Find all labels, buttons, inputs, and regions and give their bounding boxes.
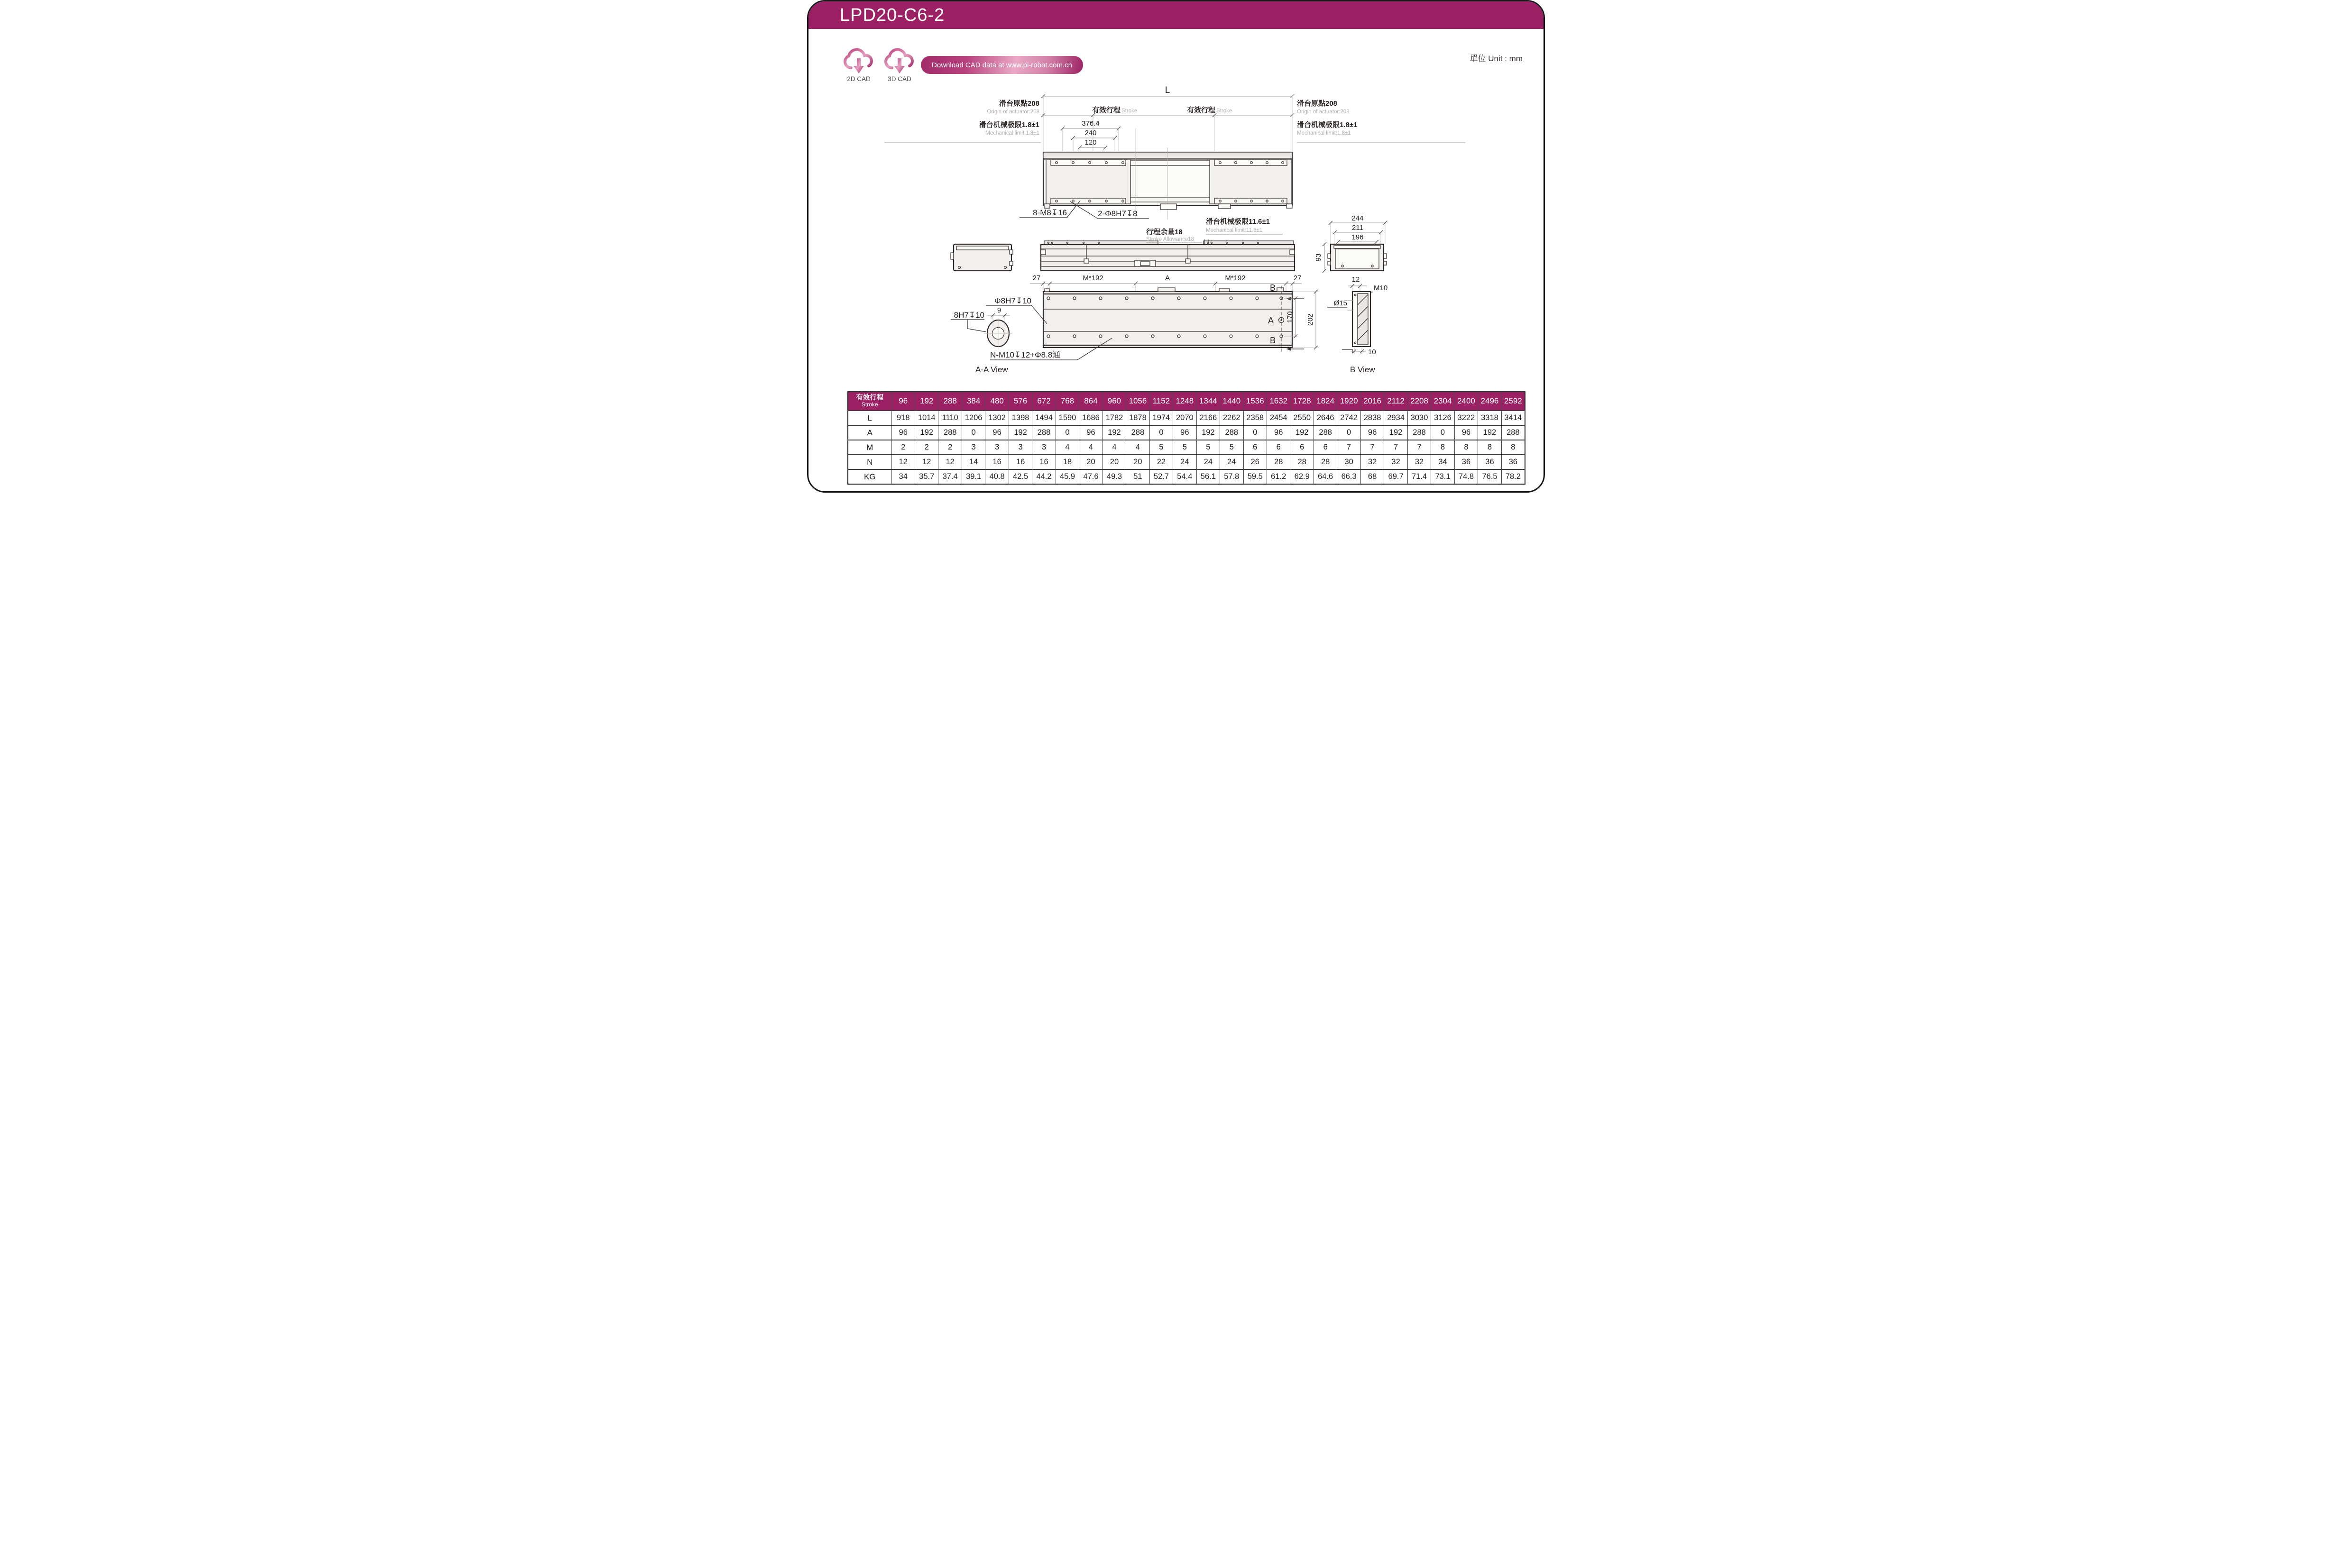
side-view-row [951, 214, 1387, 273]
stroke-label-left: 有效行程 Stroke [1092, 106, 1138, 114]
dim-a-middle: A [1165, 274, 1170, 282]
spec-cell: 20 [1079, 455, 1102, 469]
spec-cell: 57.8 [1220, 469, 1243, 484]
spec-cell: 2070 [1173, 411, 1196, 425]
spec-cell: 192 [1290, 425, 1314, 440]
spec-cell: 32 [1384, 455, 1407, 469]
spec-cell: 20 [1102, 455, 1126, 469]
top-view [884, 85, 1465, 220]
spec-cell: 36 [1478, 455, 1501, 469]
spec-cell: 22 [1149, 455, 1173, 469]
stroke-col-header: 864 [1079, 392, 1102, 411]
spec-cell: 192 [915, 425, 938, 440]
spec-cell: 36 [1501, 455, 1525, 469]
spec-cell: 44.2 [1032, 469, 1056, 484]
spec-cell: 0 [1056, 425, 1079, 440]
mech-limit-left-en: Mechanical limit:1.8±1 [985, 130, 1039, 136]
spec-cell: 3 [962, 440, 985, 455]
spec-cell: 4 [1079, 440, 1102, 455]
stroke-col-header: 1824 [1314, 392, 1337, 411]
label-diameter-15: Ø15 [1333, 299, 1347, 307]
spec-cell: 51 [1126, 469, 1149, 484]
spec-cell: 3414 [1501, 411, 1525, 425]
spec-cell: 3126 [1431, 411, 1454, 425]
spec-cell: 8 [1478, 440, 1501, 455]
spec-cell: 59.5 [1243, 469, 1267, 484]
spec-cell: 918 [891, 411, 915, 425]
stroke-col-header: 2112 [1384, 392, 1407, 411]
spec-cell: 4 [1102, 440, 1126, 455]
label-2-phi8h7: 2-Φ8H7↧8 [1098, 209, 1138, 218]
stroke-col-header: 96 [891, 392, 915, 411]
stroke-col-header: 2496 [1478, 392, 1501, 411]
spec-cell: 1686 [1079, 411, 1102, 425]
spec-cell: 35.7 [915, 469, 938, 484]
spec-cell: 1590 [1056, 411, 1079, 425]
stroke-col-header: 672 [1032, 392, 1056, 411]
origin-right-cn: 滑台原點208 [1297, 100, 1338, 108]
spec-cell: 6 [1243, 440, 1267, 455]
spec-cell: 64.6 [1314, 469, 1337, 484]
spec-cell: 40.8 [985, 469, 1009, 484]
spec-cell: 61.2 [1267, 469, 1290, 484]
dim-27-right: 27 [1293, 274, 1302, 282]
spec-cell: 7 [1384, 440, 1407, 455]
stroke-col-header: 288 [938, 392, 962, 411]
spec-cell: 2646 [1314, 411, 1337, 425]
spec-cell: 8 [1454, 440, 1478, 455]
stroke-col-header: 1344 [1196, 392, 1220, 411]
spec-cell: 42.5 [1009, 469, 1032, 484]
dim-m192-right: M*192 [1225, 274, 1246, 282]
dim-12: 12 [1351, 275, 1360, 284]
spec-cell: 1014 [915, 411, 938, 425]
spec-cell: 32 [1407, 455, 1431, 469]
spec-cell: 96 [985, 425, 1009, 440]
stroke-col-header: 1920 [1337, 392, 1360, 411]
stroke-col-header: 1056 [1126, 392, 1149, 411]
row-label-l: L [848, 411, 891, 425]
spec-cell: 96 [1079, 425, 1102, 440]
page-header [808, 1, 1544, 29]
dim-202: 202 [1306, 313, 1314, 326]
spec-cell: 288 [1220, 425, 1243, 440]
spec-cell: 288 [1126, 425, 1149, 440]
spec-cell: 2166 [1196, 411, 1220, 425]
stroke-col-header: 2208 [1407, 392, 1431, 411]
label-8h7-10: 8H7↧10 [954, 311, 984, 320]
spec-cell: 2934 [1384, 411, 1407, 425]
origin-right-en: Origin of actuator:208 [1297, 109, 1350, 115]
spec-cell: 0 [1431, 425, 1454, 440]
spec-cell: 5 [1220, 440, 1243, 455]
cad-3d-label: 3D CAD [888, 75, 911, 83]
stroke-col-header: 768 [1056, 392, 1079, 411]
spec-cell: 2 [891, 440, 915, 455]
mech-limit-right-en: Mechanical limit:1.8±1 [1297, 130, 1351, 136]
spec-cell: 1974 [1149, 411, 1173, 425]
stroke-header-label: 有效行程 Stroke [848, 392, 891, 411]
spec-cell: 36 [1454, 455, 1478, 469]
spec-cell: 28 [1267, 455, 1290, 469]
spec-cell: 0 [1243, 425, 1267, 440]
spec-cell: 3318 [1478, 411, 1501, 425]
spec-cell: 68 [1360, 469, 1384, 484]
row-label-kg: KG [848, 469, 891, 484]
dim-211: 211 [1352, 224, 1363, 232]
spec-cell: 54.4 [1173, 469, 1196, 484]
spec-cell: 28 [1290, 455, 1314, 469]
stroke-label-right: 有效行程 Stroke [1187, 106, 1232, 114]
datasheet-page [807, 0, 1545, 493]
spec-cell: 14 [962, 455, 985, 469]
spec-cell: 52.7 [1149, 469, 1173, 484]
spec-cell: 6 [1267, 440, 1290, 455]
spec-cell: 34 [1431, 455, 1454, 469]
spec-cell: 288 [1032, 425, 1056, 440]
dim-196: 196 [1351, 233, 1364, 241]
dim-10: 10 [1368, 348, 1376, 356]
label-8-m8: 8-M8↧16 [1033, 208, 1067, 217]
spec-cell: 45.9 [1056, 469, 1079, 484]
left-end-view [951, 244, 1013, 271]
spec-cell: 39.1 [962, 469, 985, 484]
spec-cell: 47.6 [1079, 469, 1102, 484]
dim-376: 376.4 [1082, 119, 1100, 128]
spec-cell: 96 [891, 425, 915, 440]
mech-limit-116-cn: 滑台机械极限11.6±1 [1206, 218, 1270, 226]
spec-cell: 7 [1337, 440, 1360, 455]
spec-cell: 8 [1501, 440, 1525, 455]
spec-cell: 0 [1337, 425, 1360, 440]
spec-cell: 1206 [962, 411, 985, 425]
mech-limit-left-cn: 滑台机械极限1.8±1 [979, 121, 1039, 129]
technical-drawing [808, 77, 1544, 388]
stroke-col-header: 1440 [1220, 392, 1243, 411]
dim-overall-length: L [1165, 85, 1170, 95]
cad-3d-cloud-icon[interactable] [883, 46, 916, 76]
spec-cell: 2550 [1290, 411, 1314, 425]
dim-120: 120 [1084, 138, 1097, 147]
row-label-m: M [848, 440, 891, 455]
stroke-col-header: 1632 [1267, 392, 1290, 411]
unit-label: 單位 Unit : mm [1470, 54, 1523, 63]
spec-cell: 4 [1056, 440, 1079, 455]
dim-9: 9 [997, 306, 1001, 314]
spec-cell: 28 [1314, 455, 1337, 469]
dim-244: 244 [1351, 214, 1364, 222]
spec-cell: 16 [985, 455, 1009, 469]
spec-cell: 73.1 [1431, 469, 1454, 484]
spec-cell: 2454 [1267, 411, 1290, 425]
stroke-col-header: 1728 [1290, 392, 1314, 411]
stroke-allowance-cn: 行程余量18 [1146, 228, 1183, 236]
spec-cell: 74.8 [1454, 469, 1478, 484]
spec-cell: 49.3 [1102, 469, 1126, 484]
spec-cell: 3222 [1454, 411, 1478, 425]
spec-cell: 0 [1149, 425, 1173, 440]
spec-table-wrap [847, 391, 1525, 485]
spec-cell: 24 [1196, 455, 1220, 469]
spec-cell: 71.4 [1407, 469, 1431, 484]
row-label-n: N [848, 455, 891, 469]
spec-cell: 2742 [1337, 411, 1360, 425]
spec-cell: 192 [1196, 425, 1220, 440]
spec-cell: 0 [962, 425, 985, 440]
dim-240: 240 [1084, 129, 1097, 137]
plan-view [1030, 274, 1319, 352]
spec-cell: 4 [1126, 440, 1149, 455]
row-label-a: A [848, 425, 891, 440]
spec-cell: 5 [1173, 440, 1196, 455]
spec-cell: 26 [1243, 455, 1267, 469]
stroke-col-header: 384 [962, 392, 985, 411]
stroke-col-header: 192 [915, 392, 938, 411]
dim-m192-left: M*192 [1083, 274, 1103, 282]
label-phi8h7-10: Φ8H7↧10 [994, 296, 1031, 305]
spec-cell: 3 [985, 440, 1009, 455]
stroke-col-header: 2400 [1454, 392, 1478, 411]
spec-cell: 2 [938, 440, 962, 455]
spec-table [847, 391, 1525, 485]
spec-cell: 34 [891, 469, 915, 484]
spec-cell: 32 [1360, 455, 1384, 469]
spec-cell: 1878 [1126, 411, 1149, 425]
spec-cell: 7 [1360, 440, 1384, 455]
spec-cell: 192 [1478, 425, 1501, 440]
right-end-view [1314, 214, 1387, 273]
spec-cell: 18 [1056, 455, 1079, 469]
spec-cell: 192 [1102, 425, 1126, 440]
spec-cell: 56.1 [1196, 469, 1220, 484]
spec-cell: 1782 [1102, 411, 1126, 425]
spec-cell: 5 [1149, 440, 1173, 455]
spec-cell: 288 [1314, 425, 1337, 440]
spec-cell: 1110 [938, 411, 962, 425]
stroke-allowance-en: Stroke Allowance18 [1146, 237, 1194, 242]
spec-cell: 16 [1009, 455, 1032, 469]
label-n-m10: N-M10↧12+Φ8.8通 [990, 350, 1061, 359]
stroke-col-header: 576 [1009, 392, 1032, 411]
spec-cell: 192 [1384, 425, 1407, 440]
page-title: LPD20-C6-2 [840, 5, 945, 25]
spec-cell: 96 [1267, 425, 1290, 440]
stroke-col-header: 480 [985, 392, 1009, 411]
spec-cell: 30 [1337, 455, 1360, 469]
spec-cell: 12 [915, 455, 938, 469]
spec-cell: 288 [1407, 425, 1431, 440]
spec-cell: 24 [1220, 455, 1243, 469]
spec-cell: 5 [1196, 440, 1220, 455]
spec-cell: 20 [1126, 455, 1149, 469]
cad-2d-cloud-icon[interactable] [843, 46, 875, 76]
b-view-caption: B View [1350, 365, 1375, 374]
section-b-marker-top: B [1269, 283, 1276, 293]
spec-cell: 69.7 [1384, 469, 1407, 484]
spec-cell: 76.5 [1478, 469, 1501, 484]
spec-cell: 6 [1290, 440, 1314, 455]
label-m10: M10 [1374, 284, 1388, 292]
spec-cell: 3030 [1407, 411, 1431, 425]
spec-cell: 16 [1032, 455, 1056, 469]
mech-limit-right-cn: 滑台机械极限1.8±1 [1297, 121, 1358, 129]
stroke-col-header: 1152 [1149, 392, 1173, 411]
spec-cell: 37.4 [938, 469, 962, 484]
spec-cell: 96 [1454, 425, 1478, 440]
origin-left-en: Origin of actuator:208 [987, 109, 1039, 115]
center-side-view [1041, 241, 1295, 271]
spec-cell: 2358 [1243, 411, 1267, 425]
spec-cell: 66.3 [1337, 469, 1360, 484]
spec-cell: 96 [1173, 425, 1196, 440]
section-a-marker: A [1268, 316, 1274, 325]
dim-27-left: 27 [1032, 274, 1041, 282]
stroke-col-header: 2016 [1360, 392, 1384, 411]
spec-cell: 7 [1407, 440, 1431, 455]
spec-cell: 62.9 [1290, 469, 1314, 484]
spec-cell: 96 [1360, 425, 1384, 440]
b-view [1327, 275, 1387, 374]
spec-cell: 2838 [1360, 411, 1384, 425]
spec-cell: 24 [1173, 455, 1196, 469]
stroke-col-header: 2592 [1501, 392, 1525, 411]
download-cad-button[interactable]: Download CAD data at www.pi-robot.com.cn [921, 56, 1083, 74]
spec-cell: 1494 [1032, 411, 1056, 425]
section-b-marker-bottom: B [1269, 336, 1276, 345]
aa-view-caption: A-A View [975, 365, 1008, 374]
spec-cell: 288 [1501, 425, 1525, 440]
stroke-col-header: 960 [1102, 392, 1126, 411]
spec-cell: 192 [1009, 425, 1032, 440]
dim-93: 93 [1314, 253, 1323, 262]
spec-cell: 12 [938, 455, 962, 469]
spec-cell: 1302 [985, 411, 1009, 425]
stroke-col-header: 1536 [1243, 392, 1267, 411]
stroke-col-header: 2304 [1431, 392, 1454, 411]
spec-cell: 12 [891, 455, 915, 469]
spec-cell: 2262 [1220, 411, 1243, 425]
mech-limit-116-en: Mechanical limit:11.6±1 [1206, 228, 1263, 233]
spec-cell: 2 [915, 440, 938, 455]
spec-cell: 3 [1009, 440, 1032, 455]
dim-170: 170 [1286, 311, 1294, 323]
spec-cell: 8 [1431, 440, 1454, 455]
spec-cell: 3 [1032, 440, 1056, 455]
spec-cell: 78.2 [1501, 469, 1525, 484]
spec-cell: 1398 [1009, 411, 1032, 425]
stroke-col-header: 1248 [1173, 392, 1196, 411]
origin-left-cn: 滑台原點208 [999, 100, 1039, 108]
cad-2d-label: 2D CAD [847, 75, 871, 83]
spec-cell: 6 [1314, 440, 1337, 455]
spec-cell: 288 [938, 425, 962, 440]
